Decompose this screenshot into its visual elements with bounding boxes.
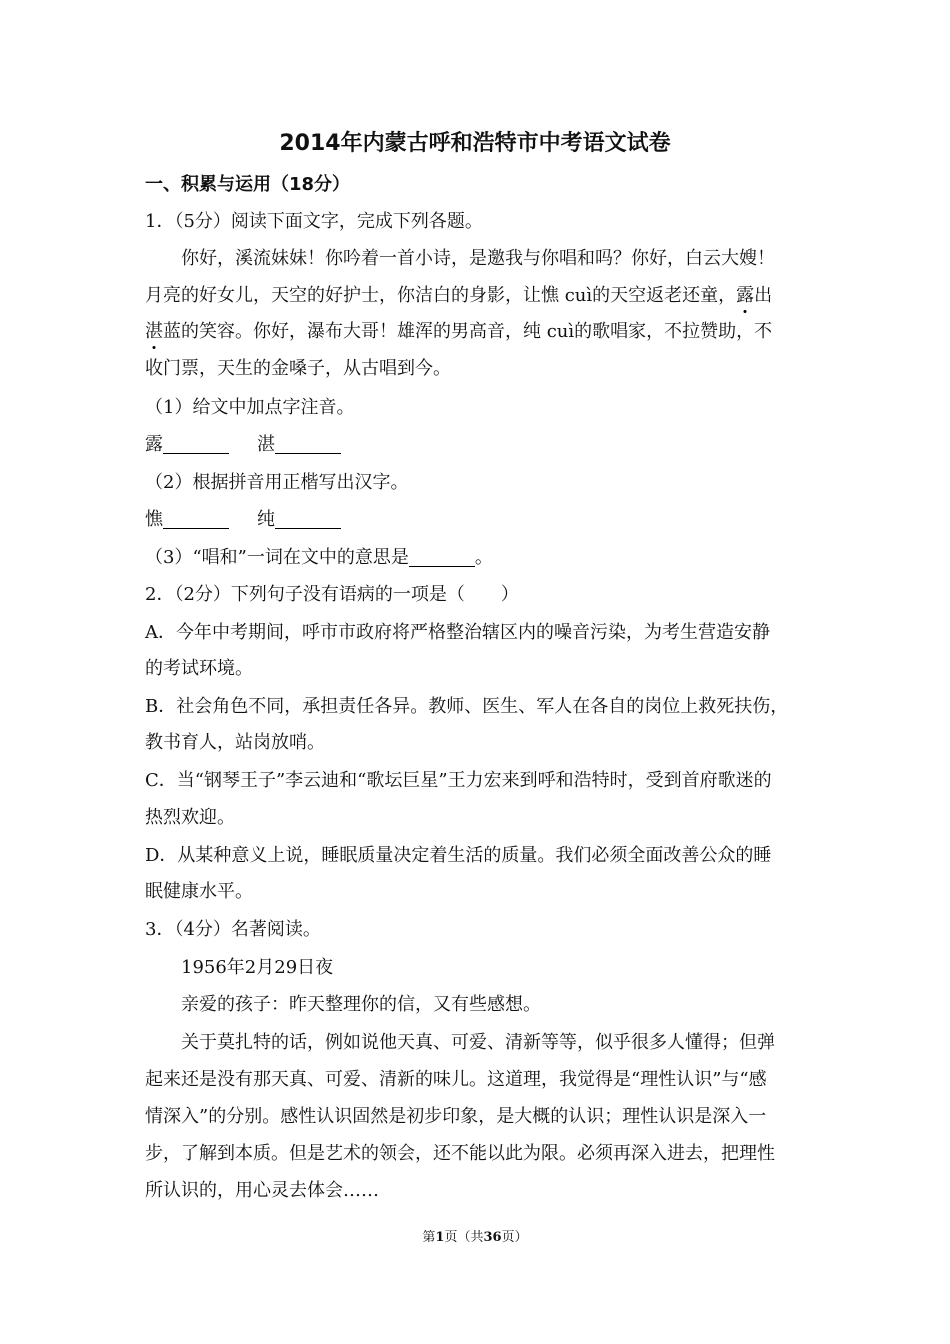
option-d: D．从某种意义上说，睡眠质量决定着生活的质量。我们必须全面改善公众的睡 xyxy=(145,845,772,866)
answer-line: 露 湛 xyxy=(145,433,341,457)
letter-date: 1956年2月29日夜 xyxy=(181,957,334,978)
answer-line: 憔 纯 xyxy=(145,508,341,532)
letter-line: 情深入”的分别。感性认识固然是初步印象，是大概的认识；理性认识是深入一 xyxy=(145,1106,767,1127)
sub-question-3: （3）“唱和”一词在文中的意思是 。 xyxy=(145,547,493,568)
sub-question-2: （2）根据拼音用正楷写出汉字。 xyxy=(145,472,409,493)
option-b-cont: 教书育人，站岗放哨。 xyxy=(145,732,325,753)
passage-line: 月亮的好女儿，天空的好护士，你洁白的身影，让憔 cuì的天空返老还童，露出 xyxy=(145,285,773,306)
question-2-heading: 2．（2分）下列句子没有语病的一项是（ ） xyxy=(145,584,519,605)
answer-blank[interactable] xyxy=(163,435,229,454)
sub-question-1: （1）给文中加点字注音。 xyxy=(145,397,355,418)
section-heading: 一、积累与运用（18分） xyxy=(145,174,351,195)
letter-line: 起来还是没有那天真、可爱、清新的味儿。这道理，我觉得是“理性认识”与“感 xyxy=(145,1069,767,1090)
letter-line: 步，了解到本质。但是艺术的领会，还不能以此为限。必须再深入进去，把理性 xyxy=(145,1143,775,1164)
answer-blank[interactable] xyxy=(409,548,475,567)
letter-line: 关于莫扎特的话，例如说他天真、可爱、清新等等，似乎很多人懂得；但弹 xyxy=(181,1032,775,1053)
passage-line: 收门票，天生的金嗓子，从古唱到今。 xyxy=(145,358,451,379)
passage-line: 你好，溪流妹妹！你吟着一首小诗，是邀我与你唱和吗？你好，白云大嫂！ xyxy=(181,248,775,269)
page-footer: 第1页（共36页） xyxy=(422,1230,528,1245)
answer-blank[interactable] xyxy=(163,510,229,529)
option-a: A．今年中考期间，呼市市政府将严格整治辖区内的噪音污染，为考生营造安静 xyxy=(145,622,770,643)
option-a-cont: 的考试环境。 xyxy=(145,658,253,679)
letter-greeting: 亲爱的孩子：昨天整理你的信，又有些感想。 xyxy=(181,994,541,1015)
dotted-char: 湛 xyxy=(145,321,163,342)
option-d-cont: 眠健康水平。 xyxy=(145,881,253,902)
option-b: B．社会角色不同，承担责任各异。教师、医生、军人在各自的岗位上救死扶伤， xyxy=(145,696,789,717)
question-1-heading: 1．（5分）阅读下面文字，完成下列各题。 xyxy=(145,211,483,232)
option-c-cont: 热烈欢迎。 xyxy=(145,807,235,828)
letter-line: 所认识的，用心灵去体会…… xyxy=(145,1180,379,1201)
passage-line: 湛蓝的笑容。你好，瀑布大哥！雄浑的男高音，纯 cuì的歌唱家，不拉赞助，不 xyxy=(145,321,773,342)
page-title: 2014年内蒙古呼和浩特市中考语文试卷 xyxy=(279,131,671,156)
current-page: 1 xyxy=(435,1230,445,1245)
answer-blank[interactable] xyxy=(275,435,341,454)
question-3-heading: 3．（4分）名著阅读。 xyxy=(145,919,321,940)
option-c: C．当“钢琴王子”李云迪和“歌坛巨星”王力宏来到呼和浩特时，受到首府歌迷的 xyxy=(145,770,772,791)
total-pages: 36 xyxy=(483,1230,502,1245)
answer-blank[interactable] xyxy=(275,510,341,529)
dotted-char: 露 xyxy=(736,285,755,306)
